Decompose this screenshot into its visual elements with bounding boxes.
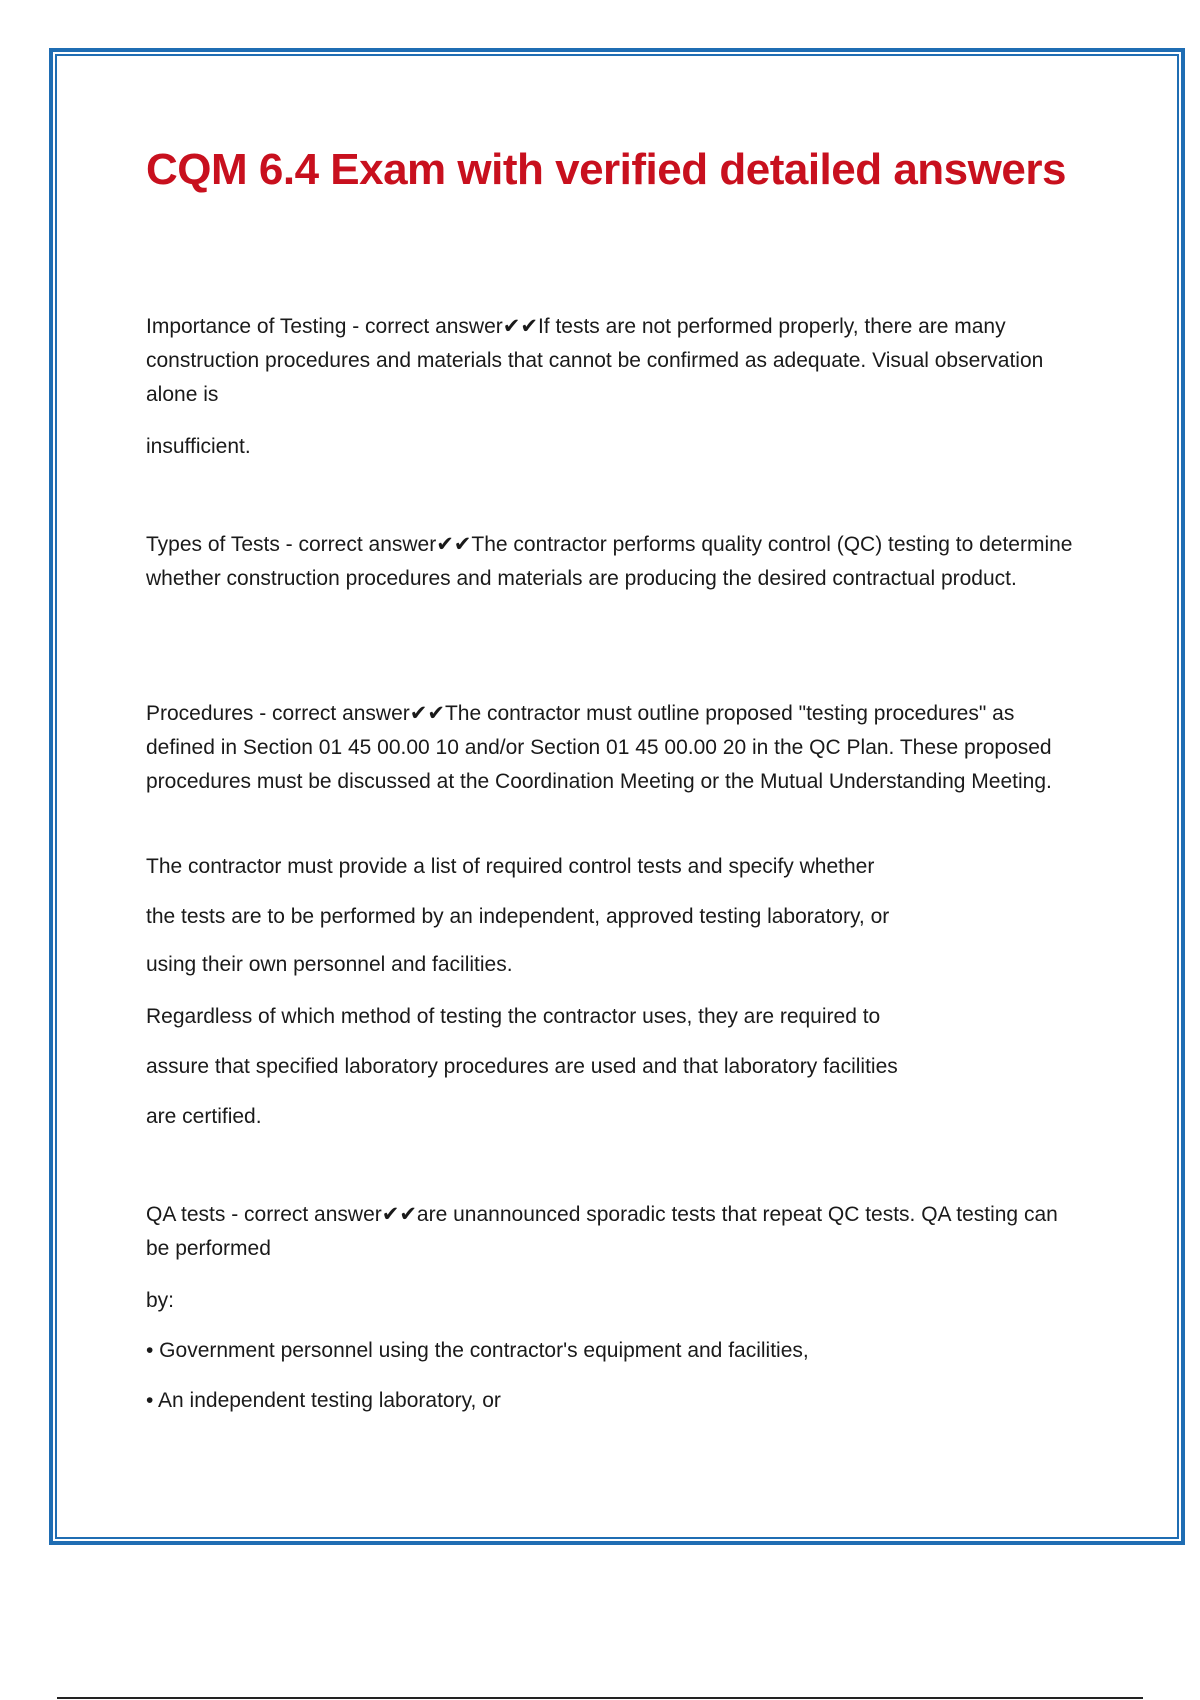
paragraph-own-personnel: using their own personnel and facilities.	[146, 953, 513, 976]
paragraph-certified: are certified.	[146, 1105, 262, 1128]
paragraph-importance-of-testing: Importance of Testing - correct answer✔✔If tests are not performed properly, there are many construction procedures and materials that cannot be confirmed as adequate. Visual observation alone is	[146, 315, 1044, 406]
paragraph-lab-procedures: assure that specified laboratory procedures are used and that laboratory facilities	[146, 1055, 898, 1078]
paragraph-regardless: Regardless of which method of testing the contractor uses, they are required to	[146, 1005, 881, 1028]
paragraph-procedures: Procedures - correct answer✔✔The contractor must outline proposed "testing procedures" as defined in Section 01 45 00.00 10 and/or Section 01 45 00.00 20 in the QC Plan. These proposed procedures must be discussed at the Coordination Meeting or the Mutual Understanding Meeting.	[146, 702, 1052, 793]
paragraph-independent-lab: the tests are to be performed by an independent, approved testing laboratory, or	[146, 905, 890, 928]
document-title: CQM 6.4 Exam with verified detailed answers	[146, 145, 1066, 194]
list-item-independent-lab: • An independent testing laboratory, or	[146, 1389, 501, 1412]
list-item-government-personnel: • Government personnel using the contractor's equipment and facilities,	[146, 1339, 809, 1362]
paragraph-qa-tests: QA tests - correct answer✔✔are unannounced sporadic tests that repeat QC tests. QA testing can be performed	[146, 1203, 1058, 1260]
paragraph-types-of-tests: Types of Tests - correct answer✔✔The contractor performs quality control (QC) testing to determine whether construction procedures and materials are producing the desired contractual product.	[146, 533, 1073, 590]
paragraph-insufficient: insufficient.	[146, 435, 251, 458]
bottom-rule	[57, 1697, 1143, 1699]
paragraph-control-tests-list: The contractor must provide a list of required control tests and specify whether	[146, 855, 875, 878]
paragraph-by: by:	[146, 1289, 175, 1312]
